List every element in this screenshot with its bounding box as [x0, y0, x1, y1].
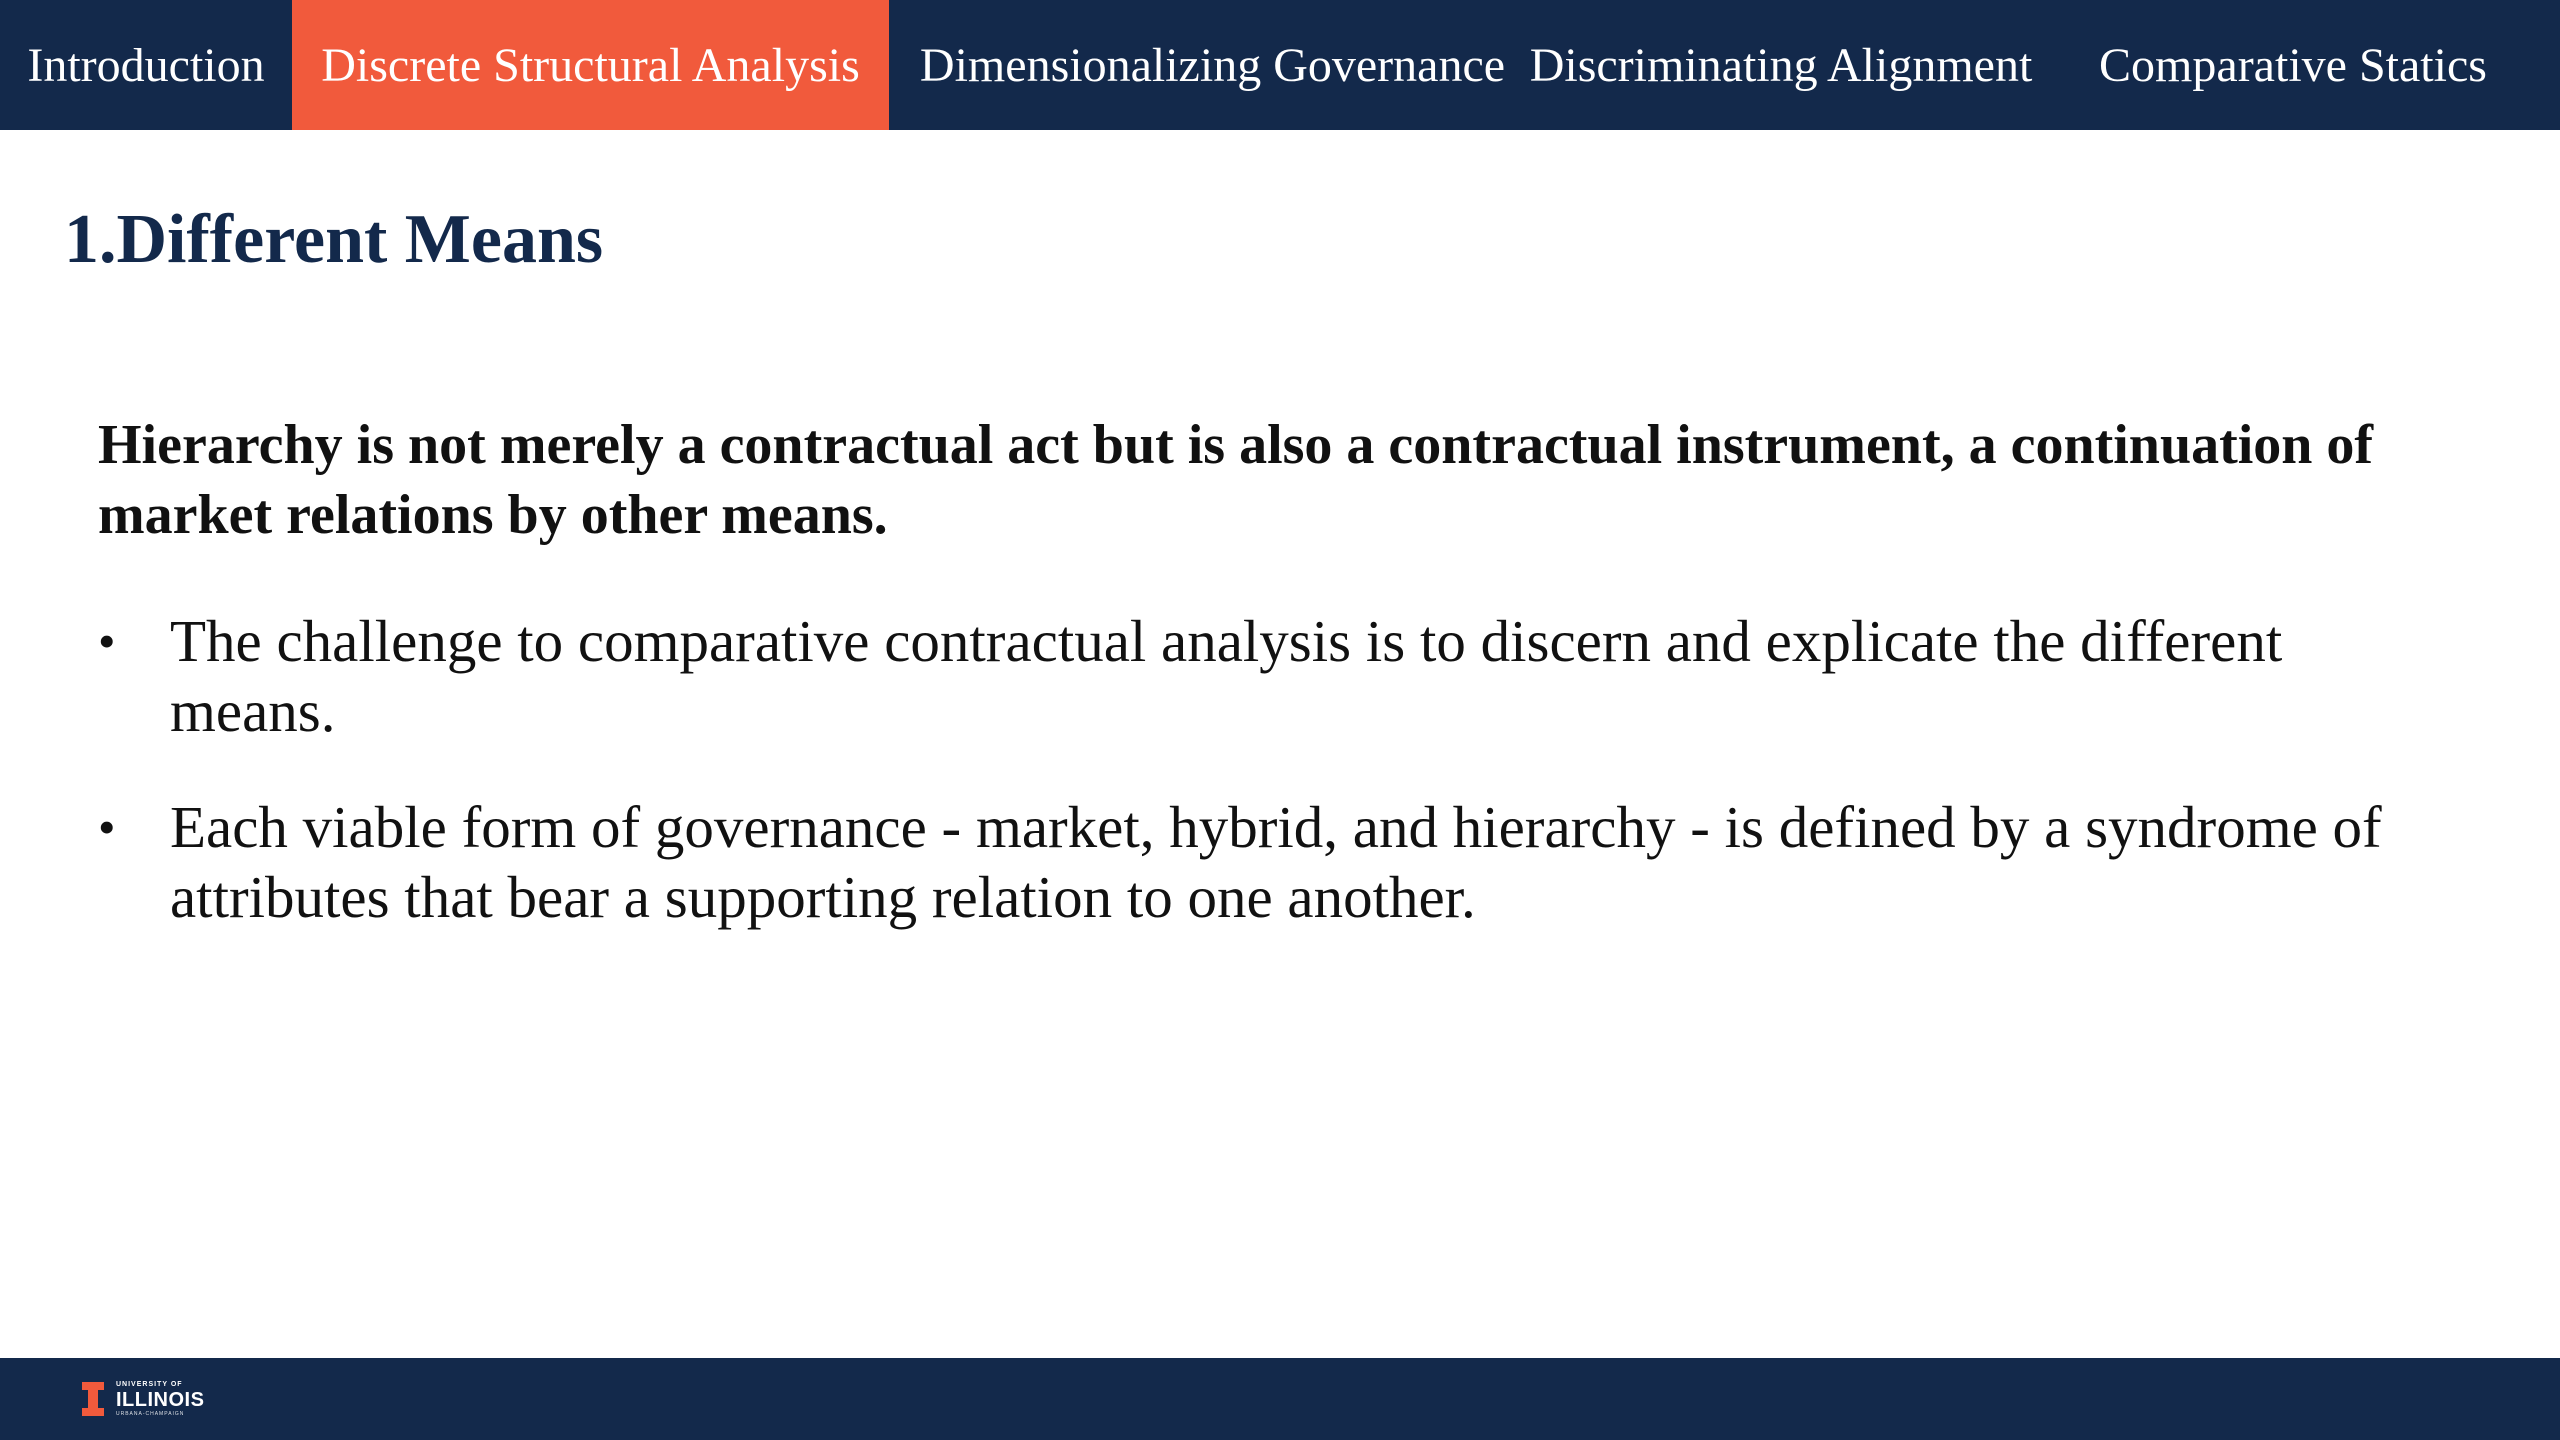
- bullet-marker: •: [98, 613, 116, 669]
- bullet-marker: •: [98, 799, 116, 855]
- logo-line-small: UNIVERSITY OF: [116, 1381, 183, 1388]
- tab-discriminating-alignment[interactable]: Discriminating Alignment: [1529, 38, 2033, 92]
- slide-title: 1.Different Means: [64, 201, 604, 278]
- bullet-item: [98, 792, 2458, 932]
- logo-wordmark: [116, 1381, 204, 1417]
- lead-statement: Hierarchy is not merely a contractual act but is also a contractual instrument, a continuation of market relations by other means.: [98, 414, 2374, 546]
- tab-discrete-structural-analysis[interactable]: Discrete Structural Analysis: [292, 0, 889, 130]
- logo-line-big: ILLINOIS: [116, 1389, 205, 1411]
- top-navigation-bar: [0, 0, 2560, 130]
- tab-comparative-statics[interactable]: Comparative Statics: [2099, 38, 2487, 92]
- logo-line-sub: URBANA-CHAMPAIGN: [116, 1411, 185, 1417]
- bullet-text: Each viable form of governance - market, hybrid, and hierarchy - is defined by a syndrome of attributes that bear a supporting relation to one another.: [170, 794, 2382, 930]
- block-i-icon: [80, 1380, 106, 1418]
- footer-bar: [0, 1358, 2560, 1440]
- bullet-text: The challenge to comparative contractual analysis is to discern and explicate the different means.: [170, 608, 2283, 744]
- university-logo: [80, 1376, 204, 1422]
- tab-dimensionalizing-governance[interactable]: Dimensionalizing Governance: [919, 38, 1506, 92]
- bullet-list: [98, 606, 2458, 978]
- bullet-item: [98, 606, 2458, 746]
- tab-introduction[interactable]: Introduction: [27, 38, 265, 92]
